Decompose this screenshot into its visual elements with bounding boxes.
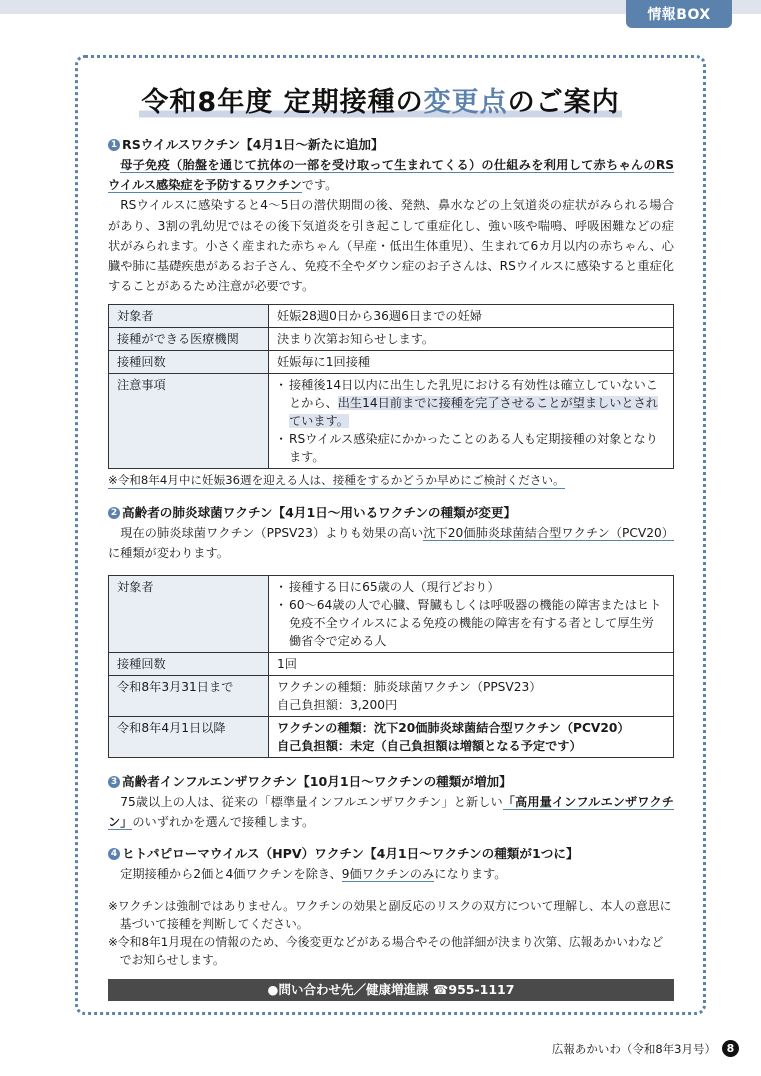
footer (552, 1040, 739, 1057)
table-row (109, 653, 674, 676)
body-text: 75歳以上の人は、従来の「標準量インフルエンザワクチン」と新しい (120, 795, 503, 810)
section-3-heading (108, 772, 674, 792)
section-1-lead-underlined: 母子免疫（胎盤を通じて抗体の一部を受け取って生まれてくる）の仕組みを利用して赤ちゃんのRSウイルス感染症を予防するワクチン (108, 158, 674, 193)
body-text: 定期接種から2価と4価ワクチンを除き、 (120, 867, 342, 882)
row-value (269, 717, 674, 758)
row-value (269, 576, 674, 653)
title-prefix: 令和8年度 定期接種の (141, 87, 424, 118)
row-key: 令和8年3月31日まで (109, 676, 269, 717)
pneumococcal-table (108, 575, 674, 758)
number-4-icon: 4 (108, 848, 120, 860)
section-4-heading (108, 844, 674, 864)
rs-vaccine-table (108, 304, 674, 469)
section-1-lead (108, 155, 674, 195)
body-text: に種類が変わります。 (108, 545, 229, 560)
row-key: 接種ができる医療機関 (109, 328, 269, 351)
number-2-icon: 2 (108, 507, 120, 519)
row-value: 1回 (269, 653, 674, 676)
table-row (109, 305, 674, 328)
section-3-body (108, 792, 674, 832)
row-value: 決まり次第お知らせします。 (269, 328, 674, 351)
bullet-item: ・ 60～64歳の人で心臓、腎臓もしくは呼吸器の機能の障害またはヒト免疫不全ウイルスによる免疫の機能の障害を有する者として厚生労働省令で定める人 (277, 596, 665, 650)
row-key: 注意事項 (109, 374, 269, 469)
content (108, 135, 674, 1001)
bullet-item: ・ 接種する日に65歳の人（現行どおり） (277, 578, 665, 596)
title-suffix: のご案内 (507, 87, 620, 118)
section-3-title: 高齢者インフルエンザワクチン【10月1日～ワクチンの種類が増加】 (122, 773, 512, 789)
section-1-body: RSウイルスに感染すると4～5日の潜伏期間の後、発熱、鼻水などの上気道炎の症状がみられる場合があり、3割の乳幼児ではその後下気道炎を引き起こして重症化し、強い咳や喘鳴、呼吸困難などの症状がみられます。小さく産まれた赤ちゃん（早産・低出生体重児）、生まれて6カ月以内の赤ちゃん、心臓や肺に基礎疾患があるお子さん、免疫不全やダウン症のお子さんは、RSウイルスに感染すると重症化することがあるため注意が必要です。 (108, 198, 674, 294)
section-2-body (108, 523, 674, 563)
section-1-heading (108, 135, 674, 155)
section-2-heading (108, 503, 674, 523)
row-value (269, 676, 674, 717)
notes (108, 897, 674, 969)
table-row (109, 576, 674, 653)
section-1-note: ※令和8年4月中に妊娠36週を迎える人は、接種をするかどうか早めにご検討ください。 (108, 473, 565, 488)
note-item: ※令和8年1月現在の情報のため、今後変更などがある場合やその他詳細が決まり次第、広報あかいわなどでお知らせします。 (108, 934, 664, 967)
highlighted-text: 出生14日前までに接種を完了させることが望ましいとされています。 (289, 396, 658, 429)
section-tab: 情報BOX (626, 0, 732, 28)
publication-name: 広報あかいわ（令和8年3月号） (551, 1041, 716, 1056)
underlined-text: 9価ワクチンのみ (341, 867, 435, 882)
table-row (109, 717, 674, 758)
row-key: 接種回数 (109, 351, 269, 374)
table-row (109, 328, 674, 351)
section-2-title: 高齢者の肺炎球菌ワクチン【4月1日～用いるワクチンの種類が変更】 (122, 504, 517, 520)
row-key: 対象者 (109, 305, 269, 328)
row-value (269, 374, 674, 469)
table-row (109, 374, 674, 469)
row-value: 妊娠毎に1回接種 (269, 351, 674, 374)
contact-bar: ●問い合わせ先／健康増進課 ☎955-1117 (108, 979, 674, 1001)
row-key: 接種回数 (109, 653, 269, 676)
section-4-body (108, 864, 674, 884)
page-title (139, 80, 621, 119)
title-accent: 変更点 (423, 87, 508, 118)
copay: 自己負担額：未定（自己負担額は増額となる予定です） (277, 739, 582, 754)
bullet-text: 接種後14日以内に出生した乳児における有効性は確立していないことから、 (289, 378, 658, 411)
section-4-title: ヒトパピローマウイルス（HPV）ワクチン【4月1日～ワクチンの種類が1つに】 (122, 846, 579, 862)
number-3-icon: 3 (108, 776, 120, 788)
title-wrap (0, 80, 761, 119)
section-1-title: RSウイルスワクチン【4月1日～新たに追加】 (122, 136, 384, 152)
row-key: 令和8年4月1日以降 (109, 717, 269, 758)
table-row (109, 676, 674, 717)
body-text: になります。 (434, 867, 507, 882)
vaccine-type: ワクチンの種類：肺炎球菌ワクチン（PPSV23） (277, 680, 542, 695)
copay: 自己負担額：3,200円 (277, 698, 398, 713)
row-value: 妊娠28週0日から36週6日までの妊婦 (269, 305, 674, 328)
section-1-lead-rest: です。 (301, 178, 338, 193)
number-1-icon: 1 (108, 139, 120, 151)
underlined-text: 「高用量インフルエンザワクチン」 (108, 795, 674, 830)
table-row (109, 351, 674, 374)
page-number: 8 (722, 1040, 739, 1057)
body-text: のいずれかを選んで接種します。 (132, 815, 315, 830)
bullet-item (277, 376, 665, 430)
underlined-text: 沈下20価肺炎球菌結合型ワクチン（PCV20） (423, 525, 674, 540)
note-item: ※ワクチンは強制ではありません。ワクチンの効果と副反応のリスクの双方について理解し、本人の意思に基づいて接種を判断してください。 (108, 898, 672, 931)
row-key: 対象者 (109, 576, 269, 653)
body-text: 現在の肺炎球菌ワクチン（PPSV23）よりも効果の高い (120, 525, 424, 540)
vaccine-type: ワクチンの種類：沈下20価肺炎球菌結合型ワクチン（PCV20） (277, 721, 630, 736)
bullet-item: ・ RSウイルス感染症にかかったことのある人も定期接種の対象となります。 (277, 430, 665, 466)
